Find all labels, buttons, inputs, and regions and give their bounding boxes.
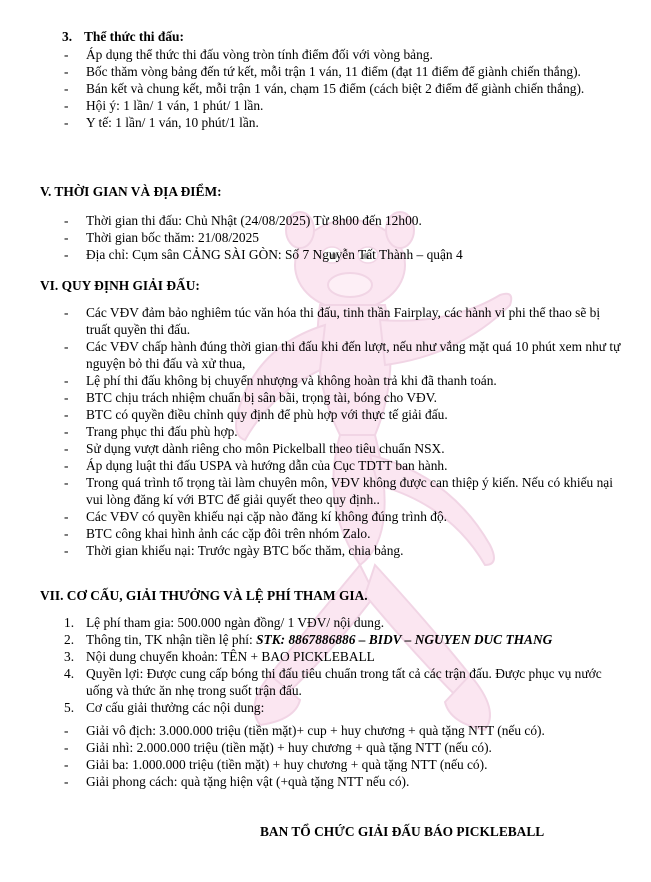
list-item: - Thời gian bốc thăm: 21/08/2025 xyxy=(0,229,651,246)
list-item xyxy=(0,648,651,665)
list-text: Thông tin, TK nhận tiền lệ phí: xyxy=(86,632,257,647)
list-item: - Các VĐV đảm bảo nghiêm túc văn hóa thi đấu, tinh thần Fairplay, các hành vi phi thể thao sẽ bị truất quyền thi đấu. xyxy=(0,304,651,338)
section-3-heading xyxy=(62,28,184,45)
list-item: - Y tế: 1 lần/ 1 ván, 10 phút/1 lần. xyxy=(0,114,651,131)
list-number: 4. xyxy=(64,666,75,681)
list-item: - Lệ phí thi đấu không bị chuyển nhượng và không hoàn trả khi đã thanh toán. xyxy=(0,372,651,389)
list-item: - Trong quá trình tổ trọng tài làm chuyên môn, VĐV không được can thiệp ý kiến. Nếu có khiếu nại vui lòng đăng kí với BTC để giải quyết theo quy định.. xyxy=(0,474,651,508)
list-item: - Áp dụng thể thức thi đấu vòng tròn tính điểm đối với vòng bảng. xyxy=(0,46,651,63)
list-text: Nội dung chuyển khoản: TÊN + BAO PICKLEBALL xyxy=(86,649,375,664)
section-vii-title: VII. CƠ CẤU, GIẢI THƯỞNG VÀ LỆ PHÍ THAM GIA. xyxy=(40,588,368,603)
list-item: - Hội ý: 1 lần/ 1 ván, 1 phút/ 1 lần. xyxy=(0,97,651,114)
list-item: - BTC có quyền điều chỉnh quy định để phù hợp với thực tế giải đấu. xyxy=(0,406,651,423)
section-vi-title: VI. QUY ĐỊNH GIẢI ĐẤU: xyxy=(40,278,200,293)
list-item: - BTC công khai hình ảnh các cặp đôi trên nhóm Zalo. xyxy=(0,525,651,542)
list-item xyxy=(0,665,651,699)
list-item: - Sử dụng vượt dành riêng cho môn Pickelball theo tiêu chuẩn NSX. xyxy=(0,440,651,457)
section-v-list xyxy=(0,212,651,263)
list-text: Quyền lợi: Được cung cấp bóng thi đấu tiêu chuẩn trong tất cả các trận đấu. Được phục vụ nước uống và thức ăn nhẹ trong suốt trận đấu. xyxy=(86,666,602,698)
section-3-title: Thể thức thi đấu: xyxy=(84,29,184,44)
organizer-signature: BAN TỔ CHỨC GIẢI ĐẤU BÁO PICKLEBALL xyxy=(260,824,545,839)
section-3-list xyxy=(0,46,651,131)
list-number: 1. xyxy=(64,615,75,630)
list-number: 3. xyxy=(64,649,75,664)
bank-account-info: STK: 8867886886 – BIDV – NGUYEN DUC THANG xyxy=(256,632,553,647)
list-number: 2. xyxy=(64,632,75,647)
list-item: - Trang phục thi đấu phù hợp. xyxy=(0,423,651,440)
list-item: - Giải phong cách: quà tặng hiện vật (+quà tặng NTT nếu có). xyxy=(0,773,651,790)
list-item: - Giải ba: 1.000.000 triệu (tiền mặt) + huy chương + quà tặng NTT (nếu có). xyxy=(0,756,651,773)
list-item xyxy=(0,631,651,648)
list-item: - Địa chỉ: Cụm sân CẢNG SÀI GÒN: Số 7 Nguyễn Tất Thành – quận 4 xyxy=(0,246,651,263)
section-vii-numbered-list xyxy=(0,614,651,716)
section-v-title: V. THỜI GIAN VÀ ĐỊA ĐIỂM: xyxy=(40,184,222,199)
list-item: - Giải nhì: 2.000.000 triệu (tiền mặt) + huy chương + quà tặng NTT (nếu có). xyxy=(0,739,651,756)
list-text: Lệ phí tham gia: 500.000 ngàn đồng/ 1 VĐV/ nội dung. xyxy=(86,615,385,630)
list-item: - Thời gian thi đấu: Chủ Nhật (24/08/2025) Từ 8h00 đến 12h00. xyxy=(0,212,651,229)
list-item: - Thời gian khiếu nại: Trước ngày BTC bốc thăm, chia bảng. xyxy=(0,542,651,559)
list-item: - Các VĐV chấp hành đúng thời gian thi đấu khi đến lượt, nếu như vắng mặt quá 10 phút xem như tự nguyện bỏ thi đấu và xử thua, xyxy=(0,338,651,372)
list-item: - BTC chịu trách nhiệm chuẩn bị sân bãi, trọng tài, bóng cho VĐV. xyxy=(0,389,651,406)
list-item: - Các VĐV có quyền khiếu nại cặp nào đăng kí không đúng trình độ. xyxy=(0,508,651,525)
list-text: Cơ cấu giải thưởng các nội dung: xyxy=(86,700,265,715)
list-item: - Bốc thăm vòng bảng đến tứ kết, mỗi trận 1 ván, 11 điểm (đạt 11 điểm để giành chiến thắng). xyxy=(0,63,651,80)
section-vi-list xyxy=(0,304,651,559)
list-item: - Áp dụng luật thi đấu USPA và hướng dẫn của Cục TDTT ban hành. xyxy=(0,457,651,474)
list-item: - Giải vô địch: 3.000.000 triệu (tiền mặt)+ cup + huy chương + quà tặng NTT (nếu có). xyxy=(0,722,651,739)
list-item xyxy=(0,614,651,631)
list-item: - Bán kết và chung kết, mỗi trận 1 ván, chạm 15 điểm (cách biệt 2 điểm để giành chiến thắng). xyxy=(0,80,651,97)
list-number: 5. xyxy=(64,700,75,715)
prize-list xyxy=(0,722,651,790)
list-item xyxy=(0,699,651,716)
section-3-number: 3. xyxy=(62,29,73,44)
